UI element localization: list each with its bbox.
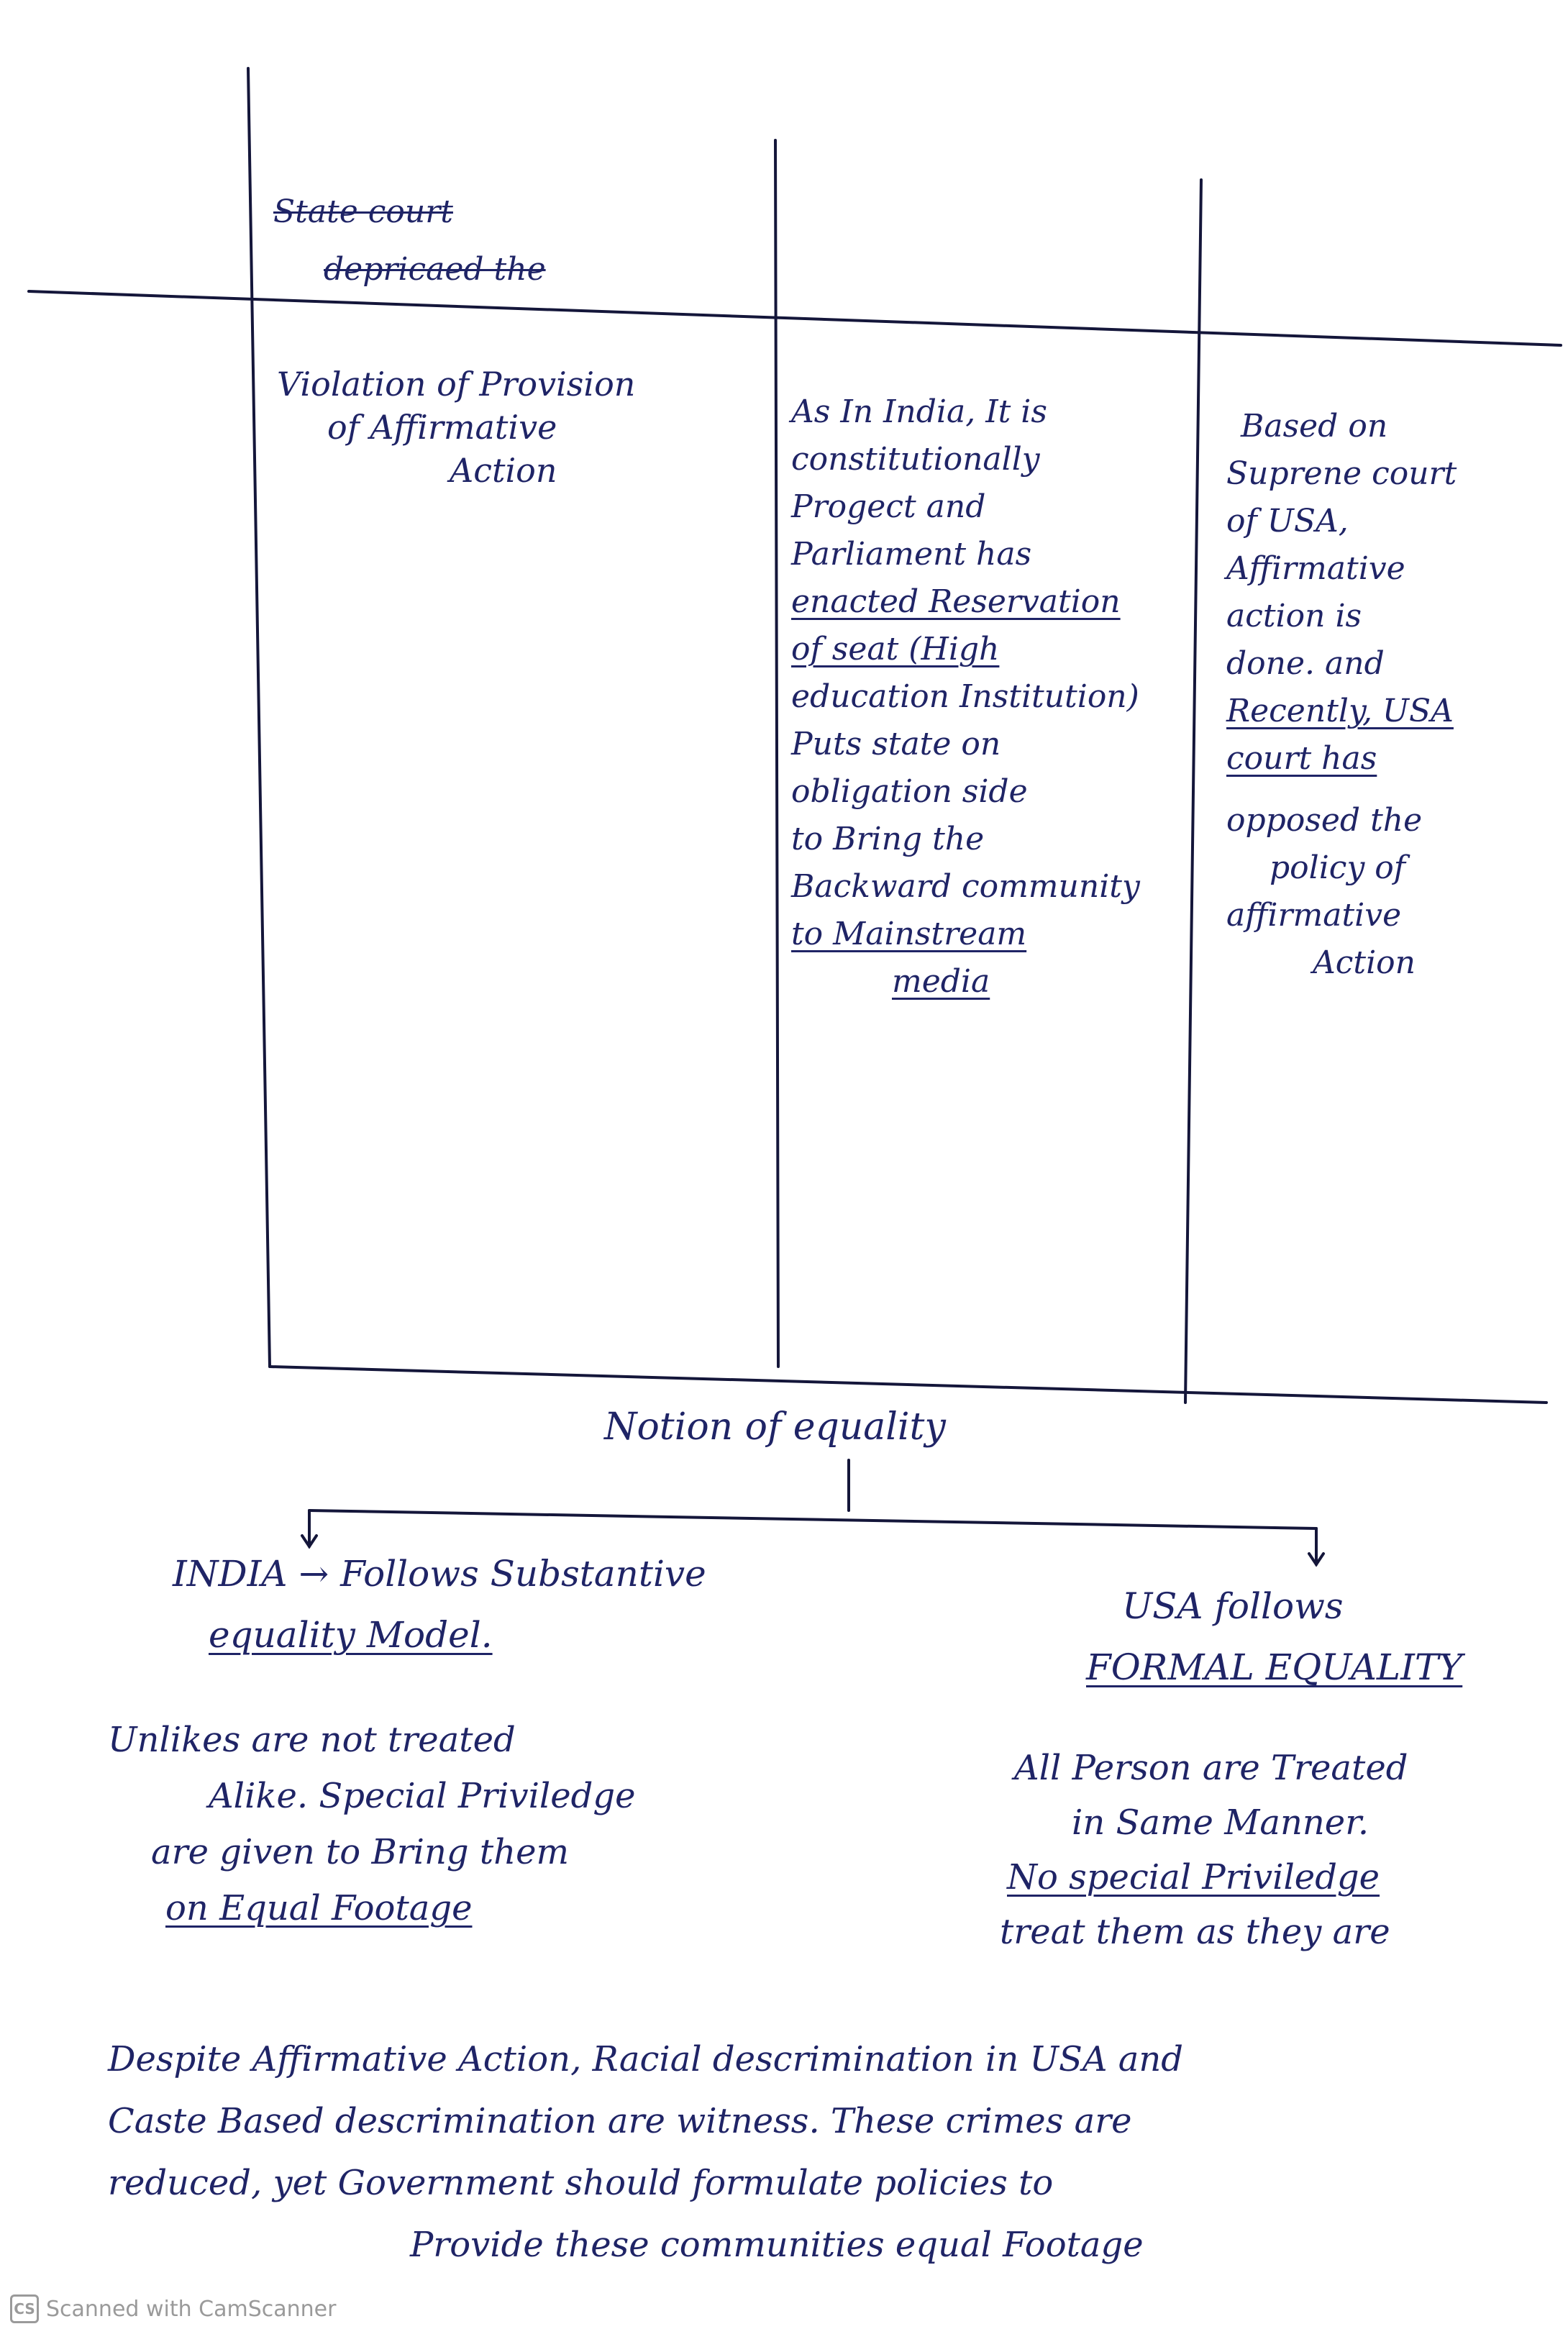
conclusion-line: Provide these communities equal Footage [410, 2225, 1144, 2265]
usa-body [1000, 1741, 1408, 1959]
col2-line: media [892, 963, 990, 1000]
india-heading: INDIA → Follows Substantive [173, 1553, 706, 1595]
col2-line: obligation side [791, 773, 1028, 810]
table-cell-col2 [791, 388, 1140, 1006]
col3-line: of USA, [1226, 503, 1349, 539]
col2-line: As In India, It is [791, 393, 1047, 430]
usa-body-line: in Same Manner. [1072, 1802, 1369, 1843]
table-divider-2 [1185, 180, 1201, 1403]
col3-line: Recently, USA [1226, 693, 1454, 729]
col3-line: Suprene court [1226, 455, 1457, 492]
table-left-border [248, 68, 270, 1367]
col3-line: action is [1226, 598, 1362, 634]
usa-heading-line2: FORMAL EQUALITY [1086, 1646, 1463, 1688]
col3-line: affirmative [1226, 897, 1402, 934]
col2-line: to Mainstream [791, 916, 1027, 952]
usa-heading: USA follows [1122, 1585, 1344, 1627]
table-top-line [29, 291, 1561, 345]
india-heading-line2: equality Model. [209, 1614, 493, 1656]
struck-header-line-2: depricaed the [324, 251, 546, 288]
col2-line: education Institution) [791, 678, 1139, 715]
usa-body-line: All Person are Treated [1014, 1748, 1408, 1788]
camscanner-logo-icon: CS [10, 2294, 39, 2323]
col2-line: to Bring the [791, 821, 985, 857]
notion-title: Notion of equality [604, 1405, 946, 1449]
conclusion-paragraph [108, 2028, 1183, 2276]
col2-line: Progect and [791, 488, 986, 525]
conclusion-line: Despite Affirmative Action, Racial descrimination in USA and [108, 2039, 1184, 2079]
india-body-line: are given to Bring them [151, 1832, 570, 1872]
col3-line: Action [1313, 944, 1416, 981]
col2-line: Puts state on [791, 726, 1001, 762]
india-body-line: Alike. Special Priviledge [209, 1776, 636, 1816]
conclusion-line: Caste Based descrimination are witness. These crimes are [108, 2101, 1132, 2141]
col1-line: Action [450, 450, 557, 490]
conclusion-line: reduced, yet Government should formulate policies to [108, 2163, 1054, 2203]
col3-line: Affirmative [1226, 550, 1405, 587]
india-body [108, 1712, 636, 1936]
col3-line: Based on [1241, 408, 1388, 445]
tree-branch [309, 1510, 1316, 1528]
table-cell-col1 [277, 363, 635, 492]
col3-line: opposed the [1226, 802, 1423, 839]
struck-header-line-1: State court [273, 193, 453, 230]
india-body-line: on Equal Footage [165, 1888, 473, 1928]
usa-body-line: treat them as they are [1000, 1912, 1390, 1952]
scanner-label: Scanned with CamScanner [46, 2296, 337, 2322]
col2-line: constitutionally [791, 441, 1040, 478]
col3-line: policy of [1270, 849, 1406, 886]
col2-line: Parliament has [791, 536, 1032, 573]
col1-line: of Affirmative [327, 407, 557, 447]
col1-line: Violation of Provision [277, 365, 636, 404]
col2-line: enacted Reservation [791, 583, 1121, 620]
col2-line: of seat (High [791, 631, 1000, 667]
col3-line: done. and [1226, 645, 1385, 682]
col3-line: court has [1226, 740, 1377, 777]
col2-line: Backward community [791, 868, 1140, 905]
scanner-watermark [10, 2294, 336, 2323]
table-cell-col3 [1226, 403, 1457, 987]
usa-body-line: No special Priviledge [1007, 1857, 1380, 1897]
table-divider-1 [775, 140, 778, 1367]
table-bottom-line [270, 1367, 1546, 1403]
india-body-line: Unlikes are not treated [108, 1720, 516, 1760]
